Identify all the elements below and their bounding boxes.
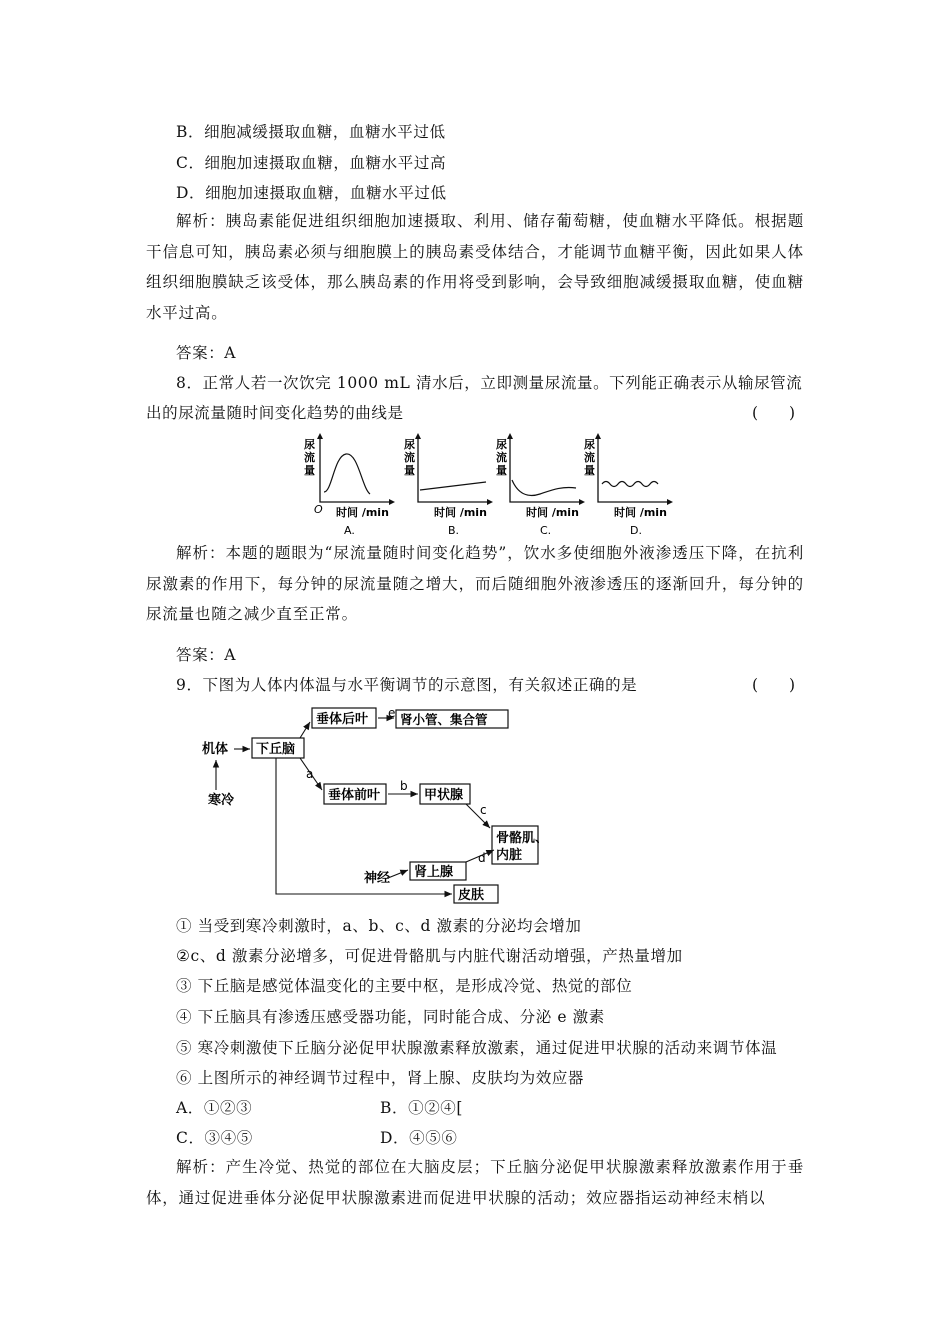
graph-a-ylabel-1: 尿 (304, 438, 315, 451)
graph-a-x-arrow (389, 499, 395, 505)
graph-b-ylabel-3: 量 (404, 464, 415, 477)
graph-d-ylabel-2: 流 (584, 451, 595, 464)
q9-statement-1: ① 当受到寒冷刺激时，a、b、c、d 激素的分泌均会增加 (176, 917, 582, 935)
graph-c-xlabel: 时间 /min (526, 506, 579, 519)
label-e: e (388, 706, 396, 720)
graph-b-curve (420, 482, 486, 490)
label-shenxiaoguan: 肾小管、集合管 (400, 712, 488, 727)
graph-d-axes (598, 436, 670, 502)
option-b-line: B．细胞减缓摄取血糖，血糖水平过低 (176, 123, 446, 141)
graph-a-y-arrow (317, 433, 323, 439)
label-shenshangxian: 肾上腺 (414, 865, 454, 880)
graph-d-label: D. (630, 524, 642, 537)
graph-b-label: B. (448, 524, 460, 537)
graph-c-y-arrow (507, 433, 513, 439)
graph-b-xlabel: 时间 /min (434, 506, 487, 519)
graph-a (303, 433, 395, 537)
q8-stem-line1: 8．正常人若一次饮完 1000 mL 清水后，立即测量尿流量。下列能正确表示从输尿管流 (176, 374, 803, 392)
graph-a-axes (320, 436, 392, 502)
q9-statement-3: ③ 下丘脑是感觉体温变化的主要中枢，是形成冷觉、热觉的部位 (176, 977, 633, 995)
graph-d-y-arrow (595, 433, 601, 439)
label-d: d (478, 851, 486, 865)
q9-answer-paren: ( ) (752, 676, 796, 694)
graph-c (495, 433, 585, 537)
graph-d-xlabel: 时间 /min (614, 506, 667, 519)
q9-option-b: B．①②④[ (380, 1099, 464, 1117)
label-gugeji-2: 内脏 (496, 848, 523, 863)
graph-b-axes (418, 436, 490, 502)
graph-d-x-arrow (667, 499, 673, 505)
graph-c-ylabel-1: 尿 (496, 438, 507, 451)
q8-graphs (300, 430, 690, 542)
label-gugeji-1: 骨骼肌、 (496, 831, 549, 846)
q9-statement-6: ⑥ 上图所示的神经调节过程中，肾上腺、皮肤均为效应器 (176, 1069, 585, 1087)
label-jiti: 机体 (202, 742, 229, 757)
arrow-a (300, 758, 322, 790)
q9-statement-4: ④ 下丘脑具有渗透压感受器功能，同时能合成、分泌 e 激素 (176, 1008, 605, 1026)
q9-stem: 9．下图为人体内体温与水平衡调节的示意图，有关叙述正确的是 (176, 676, 638, 694)
graph-c-curve (512, 480, 576, 495)
q8-answer: 答案：A (176, 646, 237, 664)
arrow-shenjing (388, 870, 408, 878)
graph-c-label: C. (540, 524, 552, 537)
q9-statement-2: ②c、d 激素分泌增多，可促进骨骼肌与内脏代谢活动增强，产热量增加 (176, 947, 683, 965)
graph-a-xlabel: 时间 /min (336, 506, 389, 519)
q9-option-d: D．④⑤⑥ (380, 1129, 458, 1147)
graph-d (583, 433, 673, 537)
graph-b-y-arrow (415, 433, 421, 439)
label-a: a (306, 767, 314, 781)
graph-d-ylabel-1: 尿 (584, 438, 595, 451)
graph-b-ylabel-1: 尿 (404, 438, 415, 451)
graph-a-ylabel-2: 流 (304, 451, 315, 464)
graph-c-x-arrow (579, 499, 585, 505)
graph-d-ylabel-3: 量 (584, 464, 595, 477)
q7-answer: 答案：A (176, 344, 237, 362)
q9-statement-5: ⑤ 寒冷刺激使下丘脑分泌促甲状腺激素释放激素，通过促进甲状腺的活动来调节体温 (176, 1039, 778, 1057)
graph-c-ylabel-3: 量 (496, 464, 507, 477)
graph-b (403, 433, 493, 537)
label-shenjing: 神经 (364, 871, 391, 886)
q7-analysis: 解析：胰岛素能促进组织细胞加速摄取、利用、储存葡萄糖，使血糖水平降低。根据题干信息可知，胰岛素必须与细胞膜上的胰岛素受体结合，才能调节血糖平衡，因此如果人体组织细胞膜缺乏该受体，那么胰岛素的作用将受到影响，会导致细胞减缓摄取血糖，使血糖水平过高。 (146, 212, 804, 322)
graph-b-x-arrow (487, 499, 493, 505)
option-d-line: D．细胞加速摄取血糖，血糖水平过低 (176, 184, 447, 202)
label-chuitihouye: 垂体后叶 (316, 712, 369, 727)
label-jiazhuangxian: 甲状腺 (424, 788, 464, 803)
q9-diagram (200, 700, 549, 910)
graph-a-origin: O (314, 503, 323, 516)
q9-option-a: A．①②③ (176, 1099, 253, 1117)
label-c: c (480, 803, 487, 817)
q9-option-c: C．③④⑤ (176, 1129, 253, 1147)
q8-answer-paren: ( ) (752, 404, 796, 422)
q9-analysis: 解析：产生冷觉、热觉的部位在大脑皮层；下丘脑分泌促甲状腺激素释放激素作用于垂体，通过促进垂体分泌促甲状腺激素进而促进甲状腺的活动；效应器指运动神经末梢以 (146, 1158, 804, 1207)
arrow-to-chuitihouye (300, 722, 310, 738)
graph-a-curve (324, 454, 370, 494)
option-c-line: C．细胞加速摄取血糖，血糖水平过高 (176, 154, 447, 172)
q8-analysis: 解析：本题的题眼为“尿流量随时间变化趋势”，饮水多使细胞外液渗透压下降，在抗利尿激素的作用下，每分钟的尿流量随之增大，而后随细胞外液渗透压的逐渐回升，每分钟的尿流量也随之减少直至正常。 (146, 544, 804, 623)
graph-b-ylabel-2: 流 (404, 451, 415, 464)
label-chuitiqianye: 垂体前叶 (328, 788, 381, 803)
label-b: b (400, 779, 408, 793)
q8-stem-line2: 出的尿流量随时间变化趋势的曲线是 (146, 404, 404, 422)
graph-d-curve (602, 482, 658, 487)
graph-c-ylabel-2: 流 (496, 451, 507, 464)
graph-a-label: A. (344, 524, 355, 537)
graph-a-ylabel-3: 量 (304, 464, 315, 477)
label-xiaqiunao: 下丘脑 (256, 742, 296, 757)
label-pifu: 皮肤 (458, 888, 485, 903)
label-hanleng: 寒冷 (208, 793, 235, 808)
